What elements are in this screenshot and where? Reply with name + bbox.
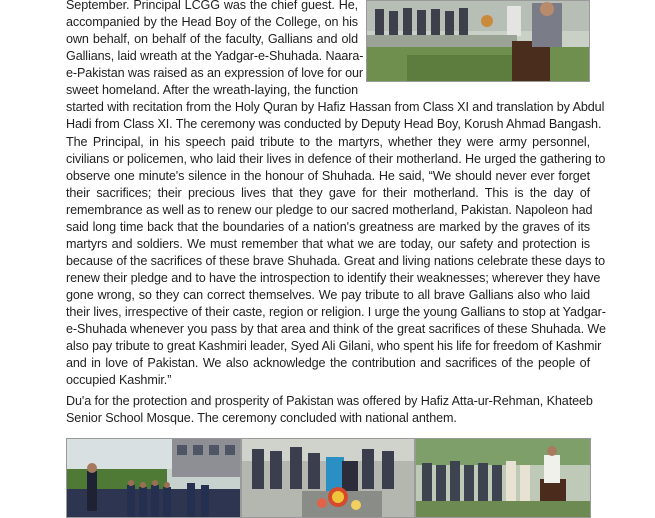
article-line: civilians or policemen, who laid their lives in defence of their motherland. He urged the gathering to [66,152,606,166]
article-line: Du'a for the protection and prosperity of Pakistan was offered by Hafiz Atta-ur-Rehman, Khateeb [66,394,593,408]
article-line: sweet homeland. After the wreath-laying, the function [66,83,358,97]
article-line: e-Pakistan was raised as an expression of love for our [66,66,364,80]
article-line: because of the sacrifices of these brave Shuhada. Great and living nations celebrate these days to [66,254,606,268]
article-line: observe one minute's silence in the honour of Shuhada. He said, “We should never ever forget [66,169,590,183]
article-line: remembrance as well as to renew our pledge to our sacred motherland, Pakistan. Napoleon had [66,203,593,217]
article-line: occupied Kashmir.” [66,373,172,387]
assembly-photo [66,438,241,518]
article-line: martyrs and soldiers. We must remember that what we are today, our safety and protection is [66,237,590,251]
article-line: also pay tribute to great Kashmiri leader, Syed Ali Gilani, who spent his life for freedom of Kashmir [66,339,602,353]
article-line: own behalf, on behalf of the faculty, Gallians and old [66,32,358,46]
article-line: and in love of Pakistan. We also acknowledge the contribution and sacrifices of the people of [66,356,590,370]
article-line: their lives, irrespective of their caste, region or religion. I urge the young Gallians to stop at Yadgar- [66,305,606,319]
wreath-laying-photo [241,438,415,518]
article-line: their sacrifices; their precious lives that they gave for their motherland. This is the day of [66,186,590,200]
article-line: The Principal, in his speech paid tribute to the martyrs, whether they were army personnel, [66,135,590,149]
principal-speech-photo [366,0,590,82]
article-line: Hadi from Class XI. The ceremony was conducted by Deputy Head Boy, Korush Ahmad Bangash. [66,117,602,131]
article-line: Senior School Mosque. The ceremony concluded with national anthem. [66,411,457,425]
article-line: renew their pledge and to have the introspection to identify their weaknesses; wherever they have [66,271,601,285]
article-line: accompanied by the Head Boy of the College, on his [66,15,358,29]
article-line: September. Principal LCGG was the chief guest. He, [66,0,358,12]
article-line: said long time back that the boundaries of a nation's greatness are marked by the graves of its [66,220,590,234]
article-line: Gallians, laid wreath at the Yadgar-e-Shuhada. Naara- [66,49,364,63]
article-line: started with recitation from the Holy Quran by Hafiz Hassan from Class XI and translation by Abdul [66,100,605,114]
article-line: gone wrong, so they can correct themselves. We pay tribute to all brave Gallians also who laid [66,288,590,302]
article-line: e-Shuhada whenever you pass by that area and think of the great sacrifices of these Shuhada. We [66,322,606,336]
podium-gathering-photo [415,438,591,518]
